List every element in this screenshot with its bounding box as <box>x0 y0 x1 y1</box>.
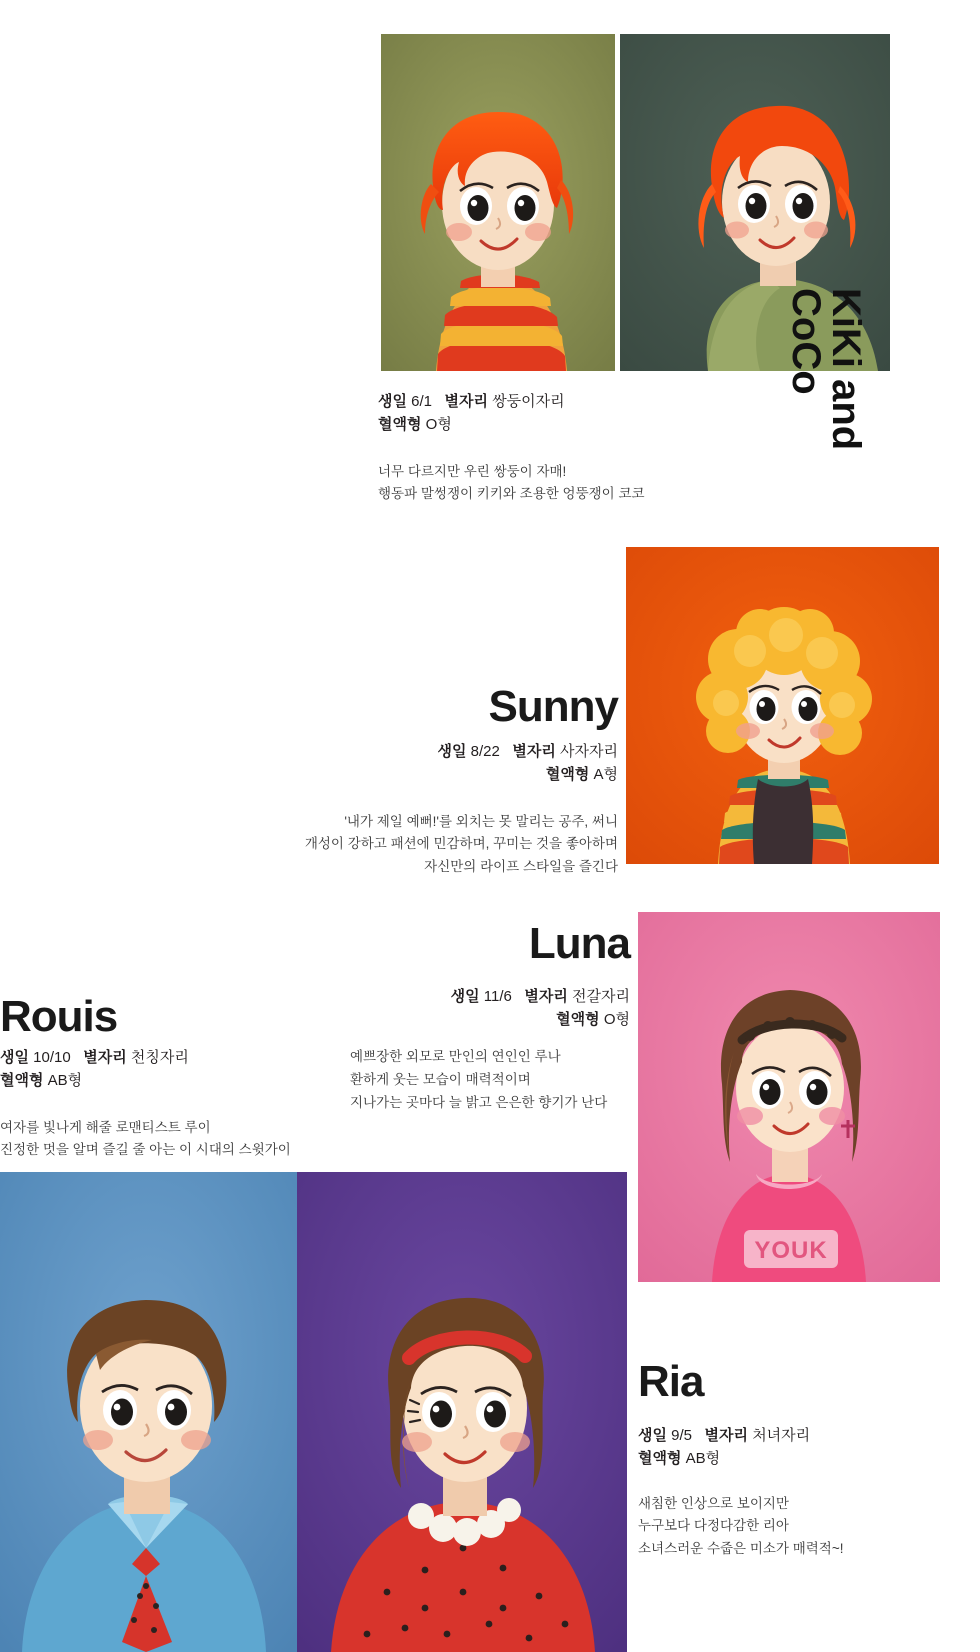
value-blood: AB형 <box>685 1450 721 1468</box>
label-blood: 혈액형 <box>0 1072 44 1090</box>
value-blood: O형 <box>425 416 452 434</box>
character-description <box>350 1046 650 1115</box>
character-facts <box>200 740 618 787</box>
description-line: 새침한 인상으로 보이지만 <box>638 1495 789 1511</box>
artwork-kiki-portrait <box>381 34 615 371</box>
value-blood: AB형 <box>47 1072 83 1090</box>
character-name-sunny <box>200 682 618 731</box>
character-name-text: KiKi and CoCo <box>784 288 868 451</box>
character-name-kiki-and-coco <box>786 288 866 548</box>
artwork-ria-portrait <box>297 1172 627 1652</box>
label-blood: 혈액형 <box>545 766 590 784</box>
label-zodiac: 별자리 <box>83 1049 127 1066</box>
value-zodiac: 사자자리 <box>560 743 618 760</box>
description-line: 누구보다 다정다감한 리아 <box>638 1518 789 1534</box>
description-line: 예쁘장한 외모로 만인의 연인인 루나 <box>350 1049 561 1064</box>
description-line: 진정한 멋을 알며 즐길 줄 아는 이 시대의 스윗가이 <box>0 1142 291 1158</box>
value-birthday: 10/10 <box>33 1049 71 1066</box>
value-zodiac: 전갈자리 <box>572 988 630 1005</box>
description-line: '내가 제일 예뻐!'를 외치는 못 말리는 공주, 써니 <box>344 813 618 829</box>
description-line: 여자를 빛나게 해줄 로맨티스트 루이 <box>0 1119 211 1135</box>
description-line: 지나가는 곳마다 늘 밝고 은은한 향기가 난다 <box>350 1094 608 1110</box>
value-blood: O형 <box>603 1011 630 1029</box>
label-blood: 혈액형 <box>556 1011 600 1029</box>
character-description <box>200 811 618 880</box>
description-line: 소녀스러운 수줍은 미소가 매력적~! <box>638 1541 844 1557</box>
character-info-rouis <box>0 1046 320 1162</box>
label-birthday: 생일 <box>450 988 480 1005</box>
character-facts <box>638 1424 958 1471</box>
value-zodiac: 천칭자리 <box>130 1049 189 1066</box>
character-name-text: Ria <box>638 1357 704 1406</box>
artwork-luna-portrait <box>638 912 940 1282</box>
value-birthday: 8/22 <box>470 743 500 760</box>
label-blood: 혈액형 <box>638 1450 682 1468</box>
character-name-rouis <box>0 992 300 1041</box>
character-name-text: Sunny <box>488 682 618 731</box>
value-blood: A형 <box>593 766 618 784</box>
character-name-luna <box>200 919 630 968</box>
character-name-text: Rouis <box>0 992 118 1041</box>
value-zodiac: 쌍둥이자리 <box>492 393 565 410</box>
character-description <box>0 1117 320 1163</box>
label-birthday: 생일 <box>378 393 407 410</box>
label-zodiac: 별자리 <box>512 743 556 760</box>
label-birthday: 생일 <box>437 743 467 760</box>
character-description <box>638 1493 958 1562</box>
character-facts <box>0 1046 320 1093</box>
character-facts <box>378 390 798 437</box>
label-birthday: 생일 <box>0 1049 29 1066</box>
character-description-luna <box>350 1046 650 1115</box>
label-zodiac: 별자리 <box>524 988 568 1005</box>
value-birthday: 9/5 <box>671 1427 693 1444</box>
label-birthday: 생일 <box>638 1427 667 1444</box>
label-zodiac: 별자리 <box>704 1427 749 1444</box>
artwork-sunny-portrait <box>626 547 939 864</box>
label-blood: 혈액형 <box>378 416 422 434</box>
artwork-rouis-portrait <box>0 1172 297 1652</box>
value-birthday: 11/6 <box>483 988 512 1005</box>
description-line: 자신만의 라이프 스타일을 즐긴다 <box>424 859 618 875</box>
character-name-text: Luna <box>528 919 630 968</box>
description-line: 환하게 웃는 모습이 매력적이며 <box>350 1071 531 1087</box>
character-info-ria <box>638 1424 958 1561</box>
character-description <box>378 461 798 507</box>
character-info-kiki-and-coco <box>378 390 798 506</box>
label-zodiac: 별자리 <box>444 393 489 410</box>
description-line: 개성이 강하고 패션에 민감하며, 꾸미는 것을 좋아하며 <box>304 836 618 852</box>
character-name-ria <box>638 1357 938 1406</box>
svg-text:YOUK: YOUK <box>754 1237 828 1264</box>
description-line: 너무 다르지만 우린 쌍둥이 자매! <box>378 463 567 479</box>
value-birthday: 6/1 <box>411 393 433 410</box>
value-zodiac: 처녀자리 <box>752 1427 811 1444</box>
description-line: 행동파 말썽쟁이 키키와 조용한 엉뚱쟁이 코코 <box>378 486 645 502</box>
character-info-sunny <box>200 740 618 879</box>
